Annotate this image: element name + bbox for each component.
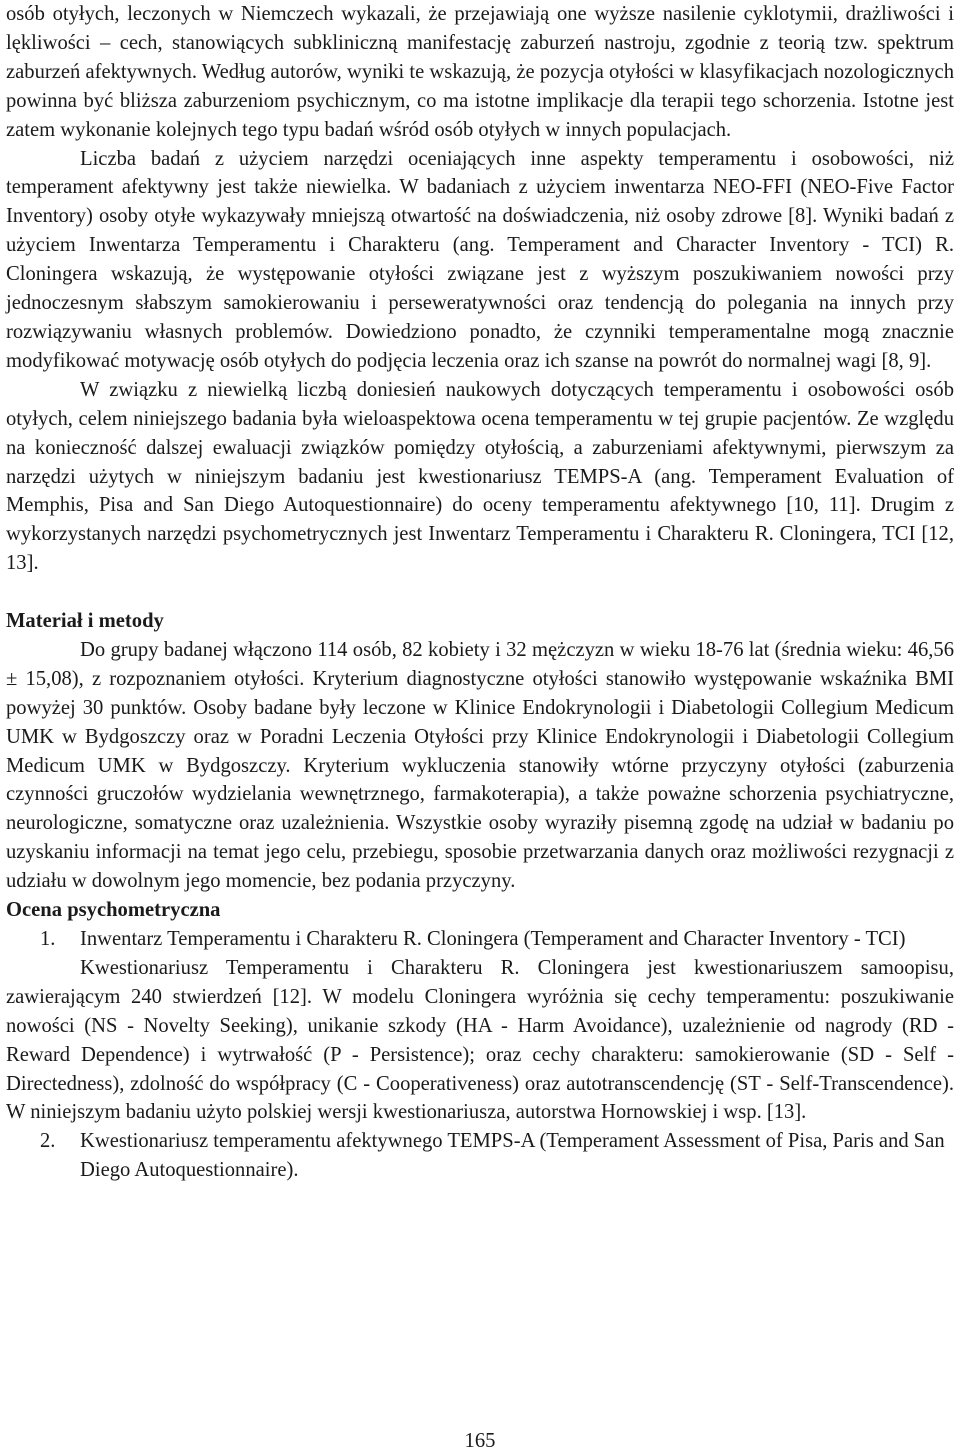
assessment-list xyxy=(6,925,954,1185)
list-item xyxy=(6,1127,954,1185)
body-paragraph: Liczba badań z użyciem narzędzi oceniających inne aspekty temperamentu i osobowości, niż temperament afektywny jest także niewielka. W badaniach z użyciem inwentarza NEO-FFI (NEO-Five Factor Inventory) osoby otyłe wykazywały mniejszą otwartość na doświadczenia, niż osoby zdrowe [8]. Wyniki badań z użyciem Inwentarza Temperamentu i Charakteru (ang. Temperament and Character Inventory - TCI) R. Cloningera wskazują, że występowanie otyłości związane jest z wyższym poszukiwaniem nowości przy jednoczesnym słabszym samokierowaniu i perseweratywności oraz tendencją do polegania na innych przy rozwiązywaniu własnych problemów. Dowiedziono ponadto, że czynniki temperamentalne mogą znacznie modyfikować motywację osób otyłych do podjęcia leczenia oraz ich szanse na powrót do normalnej wagi [8, 9]. xyxy=(6,147,954,372)
list-item-body: Kwestionariusz Temperamentu i Charakteru R. Cloningera jest kwestionariuszem samoopisu, zawierającym 240 stwierdzeń [12]. W modelu Cloningera wyróżnia się cechy temperamentu: poszukiwanie nowości (NS - Novelty Seeking), unikanie szkody (HA - Harm Avoidance), uzależnienie od nagrody (RD - Reward Dependence) i wytrwałość (P - Persistence); oraz cechy charakteru: samokierowanie (SD - Self -Directedness), zdolność do współpracy (C - Cooperativeness) oraz autotranscendencję (ST - Self-Transcendence). W niniejszym badaniu użyto polskiej wersji kwestionariusza, autorstwa Hornowskiej i wsp. [13]. xyxy=(6,956,954,1124)
document-page xyxy=(6,0,954,1185)
body-paragraph: W związku z niewielką liczbą doniesień naukowych dotyczących temperamentu i osobowości osób otyłych, celem niniejszego badania była wieloaspektowa ocena temperamentu w tej grupie pacjentów. Ze względu na konieczność dalszej ewaluacji związków pomiędzy otyłością, a zaburzeniami afektywnymi, pierwszym za narzędzi użytych w niniejszym badaniu jest kwestionariusz TEMPS-A (ang. Temperament Evaluation of Memphis, Pisa and San Diego Autoquestionnaire) do oceny temperamentu afektywnego [10, 11]. Drugim z wykorzystanych narzędzi psychometrycznych jest Inwentarz Temperamentu i Charakteru R. Cloningera, TCI [12, 13]. xyxy=(6,378,954,575)
methods-paragraph: Do grupy badanej włączono 114 osób, 82 kobiety i 32 mężczyzn w wieku 18-76 lat (średnia wieku: 46,56 ± 15,08), z rozpoznaniem otyłości. Kryterium diagnostyczne otyłości stanowiło występowanie wskaźnika BMI powyżej 30 punktów. Osoby badane były leczone w Klinice Endokrynologii i Diabetologii Collegium Medicum UMK w Bydgoszczy oraz w Poradni Leczenia Otyłości przy Klinice Endokrynologii i Diabetologii Collegium Medicum UMK w Bydgoszczy. Kryterium wykluczenia stanowiły wtórne przyczyny otyłości (zaburzenia czynności gruczołów wydzielania wewnętrznego, farmakoterapia), a także poważne schorzenia psychiatryczne, neurologiczne, somatyczne oraz uzależnienia. Wszystkie osoby wyraziły pisemną zgodę na udział w badaniu po uzyskaniu informacji na temat jego celu, przebiegu, sposobie przetwarzania danych oraz możliwości rezygnacji z udziału w dowolnym jego momencie, bez podania przyczyny. xyxy=(6,638,954,893)
list-item xyxy=(6,925,954,1127)
spacer xyxy=(6,578,954,607)
section-heading-assessment: Ocena psychometryczna xyxy=(6,899,221,922)
list-item-number: 2. xyxy=(40,1130,56,1153)
list-item-title: Inwentarz Temperamentu i Charakteru R. Cloningera (Temperament and Character Inventory - TCI) xyxy=(80,927,906,950)
list-item-title: Kwestionariusz temperamentu afektywnego TEMPS-A (Temperament Assessment of Pisa, Paris and San Diego Autoquestionnaire). xyxy=(80,1130,945,1182)
section-heading-methods: Materiał i metody xyxy=(6,610,164,633)
body-paragraph: osób otyłych, leczonych w Niemczech wykazali, że przejawiają one wyższe nasilenie cyklotymii, drażliwości i lękliwości – cech, stanowiących subkliniczną manifestację zaburzeń nastroju, zgodnie z teorią tzw. spektrum zaburzeń afektywnych. Według autorów, wyniki te wskazują, że pozycja otyłości w klasyfikacjach nozologicznych powinna być bliższa zaburzeniom psychicznym, co ma istotne implikacje dla terapii tego schorzenia. Istotne jest zatem wykonanie kolejnych tego typu badań wśród osób otyłych w innych populacjach. xyxy=(6,3,954,141)
page-number: 165 xyxy=(464,1430,496,1452)
list-item-number: 1. xyxy=(40,927,56,950)
